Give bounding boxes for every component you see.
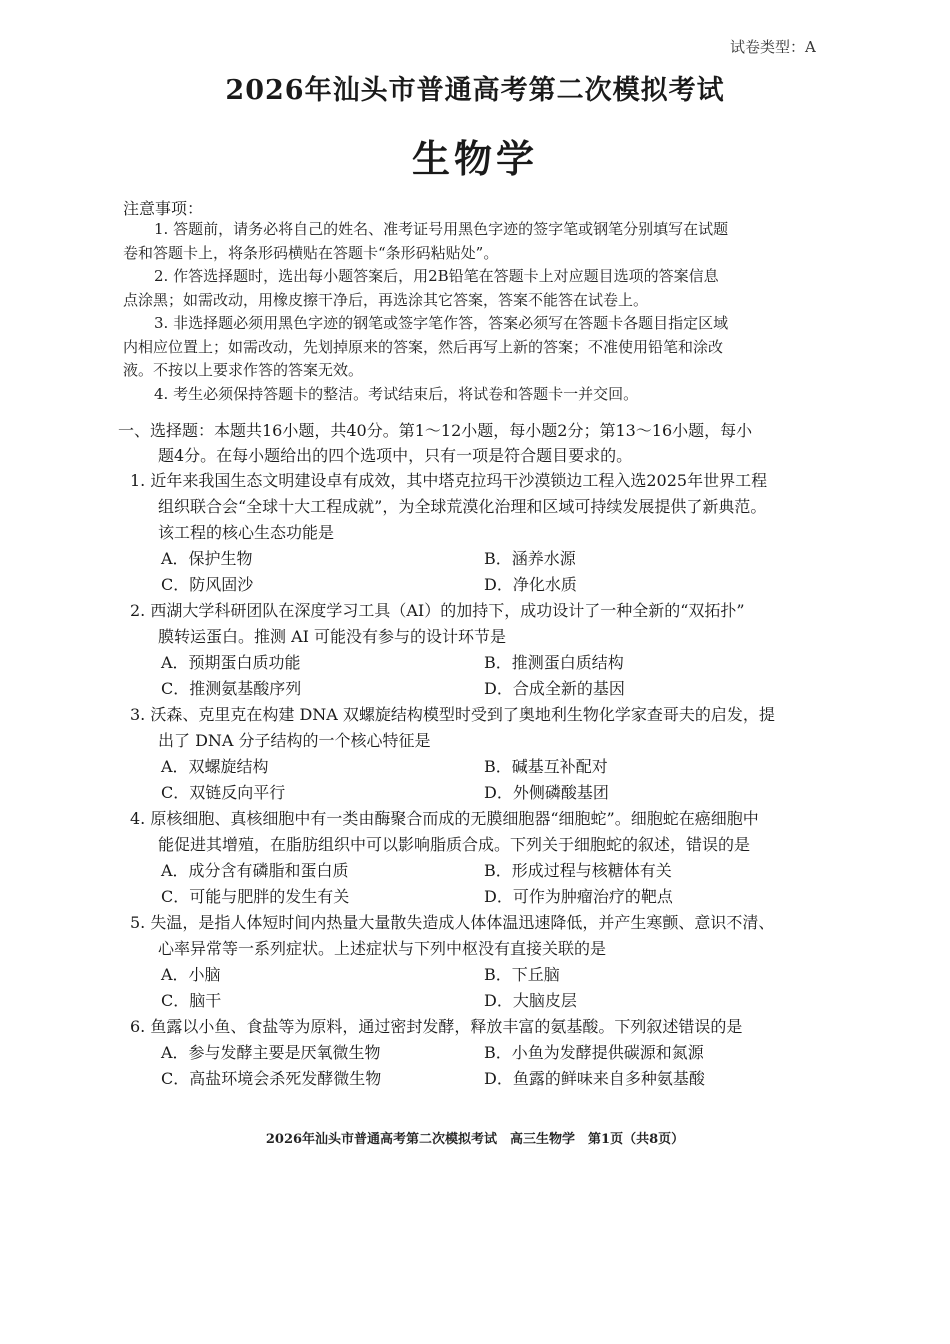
note-line: 内相应位置上；如需改动，先划掉原来的答案，然后再写上新的答案；不准使用铅笔和涂改	[123, 338, 724, 356]
question-4-text: 4. 原核细胞、真核细胞中有一类由酶聚合而成的无膜细胞器“细胞蛇”。细胞蛇在癌细胞中	[130, 809, 759, 828]
note-line: 3. 非选择题必须用黑色字迹的钢笔或签字笔作答，答案必须写在答题卡各题目指定区域	[154, 314, 729, 332]
question-5-option-d: D．大脑皮层	[484, 991, 577, 1010]
question-2-text: 膜转运蛋白。推测 AI 可能没有参与的设计环节是	[158, 627, 507, 646]
question-5-option-b: B．下丘脑	[484, 965, 560, 984]
question-1-text: 该工程的核心生态功能是	[158, 523, 335, 542]
question-4-text: 能促进其增殖，在脂肪组织中可以影响脂质合成。下列关于细胞蛇的叙述，错误的是	[158, 835, 751, 854]
question-1-option-c: C．防风固沙	[161, 575, 254, 594]
note-line: 点涂黑；如需改动，用橡皮擦干净后，再选涂其它答案，答案不能答在试卷上。	[123, 291, 649, 309]
question-5-text: 心率异常等一系列症状。上述症状与下列中枢没有直接关联的是	[158, 939, 607, 958]
page-footer: 2026年汕头市普通高考第二次模拟考试 高三生物学 第1页（共8页）	[265, 1132, 685, 1147]
question-1-option-d: D．净化水质	[484, 575, 577, 594]
question-1-text: 1. 近年来我国生态文明建设卓有成效，其中塔克拉玛干沙漠锁边工程入选2025年世界工程	[130, 471, 768, 490]
question-3-option-a: A．双螺旋结构	[161, 757, 269, 776]
note-line: 2. 作答选择题时，选出每小题答案后，用2B铅笔在答题卡上对应题目选项的答案信息	[154, 267, 719, 285]
exam-title: 2026年汕头市普通高考第二次模拟考试	[225, 75, 725, 106]
question-5-option-c: C．脑干	[161, 991, 222, 1010]
question-1-option-b: B．涵养水源	[484, 549, 576, 568]
question-6-option-c: C．高盐环境会杀死发酵微生物	[161, 1069, 382, 1088]
question-3-option-b: B．碱基互补配对	[484, 757, 608, 776]
note-line: 液。不按以上要求作答的答案无效。	[123, 361, 364, 379]
question-3-text: 出了 DNA 分子结构的一个核心特征是	[158, 731, 431, 750]
question-2-option-a: A．预期蛋白质功能	[161, 653, 301, 672]
question-6-option-d: D．鱼露的鲜味来自多种氨基酸	[484, 1069, 705, 1088]
question-2-option-b: B．推测蛋白质结构	[484, 653, 624, 672]
question-3-text: 3. 沃森、克里克在构建 DNA 双螺旋结构模型时受到了奥地利生物化学家查哥夫的启发，提	[130, 705, 775, 724]
question-2-option-c: C．推测氨基酸序列	[161, 679, 302, 698]
question-4-option-c: C．可能与肥胖的发生有关	[161, 887, 350, 906]
notes-heading: 注意事项：	[123, 199, 204, 218]
paper-type-label: 试卷类型：A	[730, 38, 816, 56]
question-4-option-d: D．可作为肿瘤治疗的靶点	[484, 887, 673, 906]
question-4-option-a: A．成分含有磷脂和蛋白质	[161, 861, 349, 880]
question-2-text: 2. 西湖大学科研团队在深度学习工具（AI）的加持下，成功设计了一种全新的“双拓扑”	[130, 601, 745, 620]
question-4-option-b: B．形成过程与核糖体有关	[484, 861, 672, 880]
question-6-option-a: A．参与发酵主要是厌氧微生物	[161, 1043, 381, 1062]
question-6-text: 6. 鱼露以小鱼、食盐等为原料，通过密封发酵，释放丰富的氨基酸。下列叙述错误的是	[130, 1017, 743, 1036]
note-line: 4. 考生必须保持答题卡的整洁。考试结束后，将试卷和答题卡一并交回。	[154, 385, 639, 403]
question-5-option-a: A．小脑	[161, 965, 221, 984]
question-1-option-a: A．保护生物	[161, 549, 253, 568]
question-1-text: 组织联合会“全球十大工程成就”，为全球荒漠化治理和区域可持续发展提供了新典范。	[158, 497, 767, 516]
question-3-option-c: C．双链反向平行	[161, 783, 286, 802]
section-instructions: 一、选择题：本题共16小题，共40分。第1～12小题，每小题2分；第13～16小题，每小	[118, 421, 753, 440]
subject-title: 生物学	[411, 136, 538, 181]
section-instructions: 题4分。在每小题给出的四个选项中，只有一项是符合题目要求的。	[158, 446, 633, 465]
note-line: 卷和答题卡上，将条形码横贴在答题卡“条形码粘贴处”。	[123, 244, 499, 262]
question-6-option-b: B．小鱼为发酵提供碳源和氮源	[484, 1043, 704, 1062]
question-2-option-d: D．合成全新的基因	[484, 679, 625, 698]
question-5-text: 5. 失温，是指人体短时间内热量大量散失造成人体体温迅速降低，并产生寒颤、意识不清、	[130, 913, 775, 932]
note-line: 1. 答题前，请务必将自己的姓名、准考证号用黑色字迹的签字笔或钢笔分别填写在试题	[154, 220, 729, 238]
question-3-option-d: D．外侧磷酸基团	[484, 783, 609, 802]
